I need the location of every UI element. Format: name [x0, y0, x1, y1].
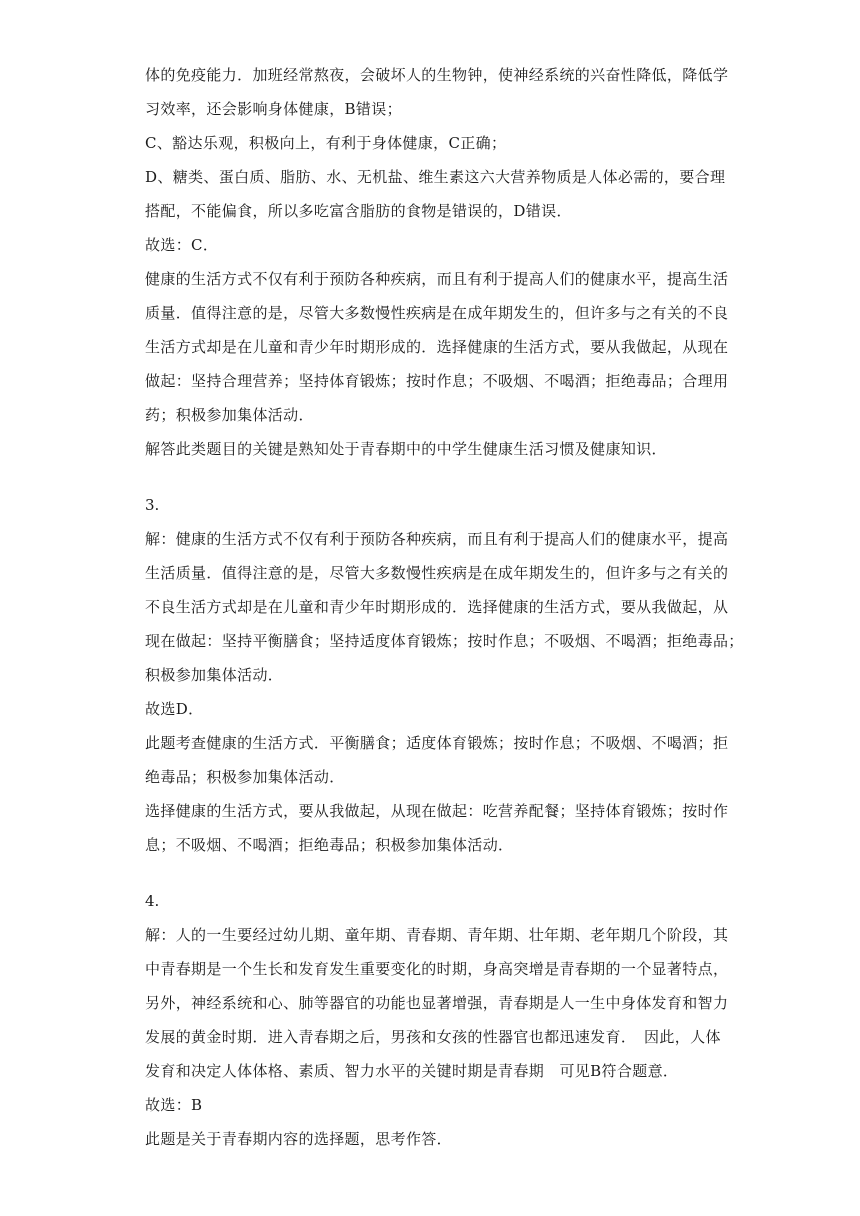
- text-line: 解：健康的生活方式不仅有利于预防各种疾病，而且有利于提高人们的健康水平，提高: [145, 530, 729, 548]
- answer-choice: 故选：C．: [145, 236, 219, 254]
- text-line: 另外，神经系统和心、肺等器官的功能也显著增强，青春期是人一生中身体发育和智力: [145, 994, 729, 1012]
- text-line: 做起：坚持合理营养；坚持体育锻炼；按时作息；不吸烟、不喝酒；拒绝毒品；合理用: [145, 372, 729, 390]
- text-line: 发展的黄金时期．进入青春期之后，男孩和女孩的性器官也都迅速发育． 因此，人体: [145, 1028, 721, 1046]
- question-number: 4.: [145, 892, 160, 910]
- answer-section-2-continued: [145, 58, 729, 466]
- text-line: 生活质量．值得注意的是，尽管大多数慢性疾病是在成年期发生的，但许多与之有关的: [145, 564, 729, 582]
- answer-choice: 故选D．: [145, 700, 204, 718]
- text-line: 健康的生活方式不仅有利于预防各种疾病，而且有利于提高人们的健康水平，提高生活: [145, 270, 729, 288]
- text-line: 此题考查健康的生活方式．平衡膳食；适度体育锻炼；按时作息；不吸烟、不喝酒；拒: [145, 734, 729, 752]
- answer-section-3: [145, 488, 744, 862]
- text-line: 生活方式却是在儿童和青少年时期形成的．选择健康的生活方式，要从我做起，从现在: [145, 338, 729, 356]
- text-line: 绝毒品；积极参加集体活动．: [145, 768, 345, 786]
- text-line: 现在做起：坚持平衡膳食；坚持适度体育锻炼；按时作息；不吸烟、不喝酒；拒绝毒品；: [145, 632, 744, 650]
- question-number: 3.: [145, 496, 160, 514]
- text-line: 不良生活方式却是在儿童和青少年时期形成的．选择健康的生活方式，要从我做起，从: [145, 598, 729, 616]
- text-line: 体的免疫能力．加班经常熬夜，会破坏人的生物钟，使神经系统的兴奋性降低，降低学: [145, 66, 729, 84]
- answer-section-4: [145, 884, 729, 1156]
- text-line: 解答此类题目的关键是熟知处于青春期中的中学生健康生活习惯及健康知识．: [145, 440, 667, 458]
- text-line: 积极参加集体活动．: [145, 666, 284, 684]
- text-line: 解：人的一生要经过幼儿期、童年期、青春期、青年期、壮年期、老年期几个阶段，其: [145, 926, 729, 944]
- text-line: 发育和决定人体体格、素质、智力水平的关键时期是青春期 可见B符合题意．: [145, 1062, 679, 1080]
- text-line: D、糖类、蛋白质、脂肪、水、无机盐、维生素这六大营养物质是人体必需的，要合理: [145, 168, 726, 186]
- answer-choice: 故选：B: [145, 1096, 203, 1114]
- document-page: [145, 58, 744, 1156]
- text-line: 质量．值得注意的是，尽管大多数慢性疾病是在成年期发生的，但许多与之有关的不良: [145, 304, 729, 322]
- text-line: 息；不吸烟、不喝酒；拒绝毒品；积极参加集体活动．: [145, 836, 514, 854]
- text-line: 药；积极参加集体活动．: [145, 406, 314, 424]
- text-line: 选择健康的生活方式，要从我做起，从现在做起：吃营养配餐；坚持体育锻炼；按时作: [145, 802, 729, 820]
- text-line: 中青春期是一个生长和发育发生重要变化的时期，身高突增是青春期的一个显著特点，: [145, 960, 729, 978]
- text-line: C、豁达乐观，积极向上，有利于身体健康，C正确；: [145, 134, 507, 152]
- text-line: 习效率，还会影响身体健康，B错误；: [145, 100, 402, 118]
- text-line: 搭配，不能偏食，所以多吃富含脂肪的食物是错误的，D错误．: [145, 202, 572, 220]
- text-line: 此题是关于青春期内容的选择题，思考作答．: [145, 1130, 453, 1148]
